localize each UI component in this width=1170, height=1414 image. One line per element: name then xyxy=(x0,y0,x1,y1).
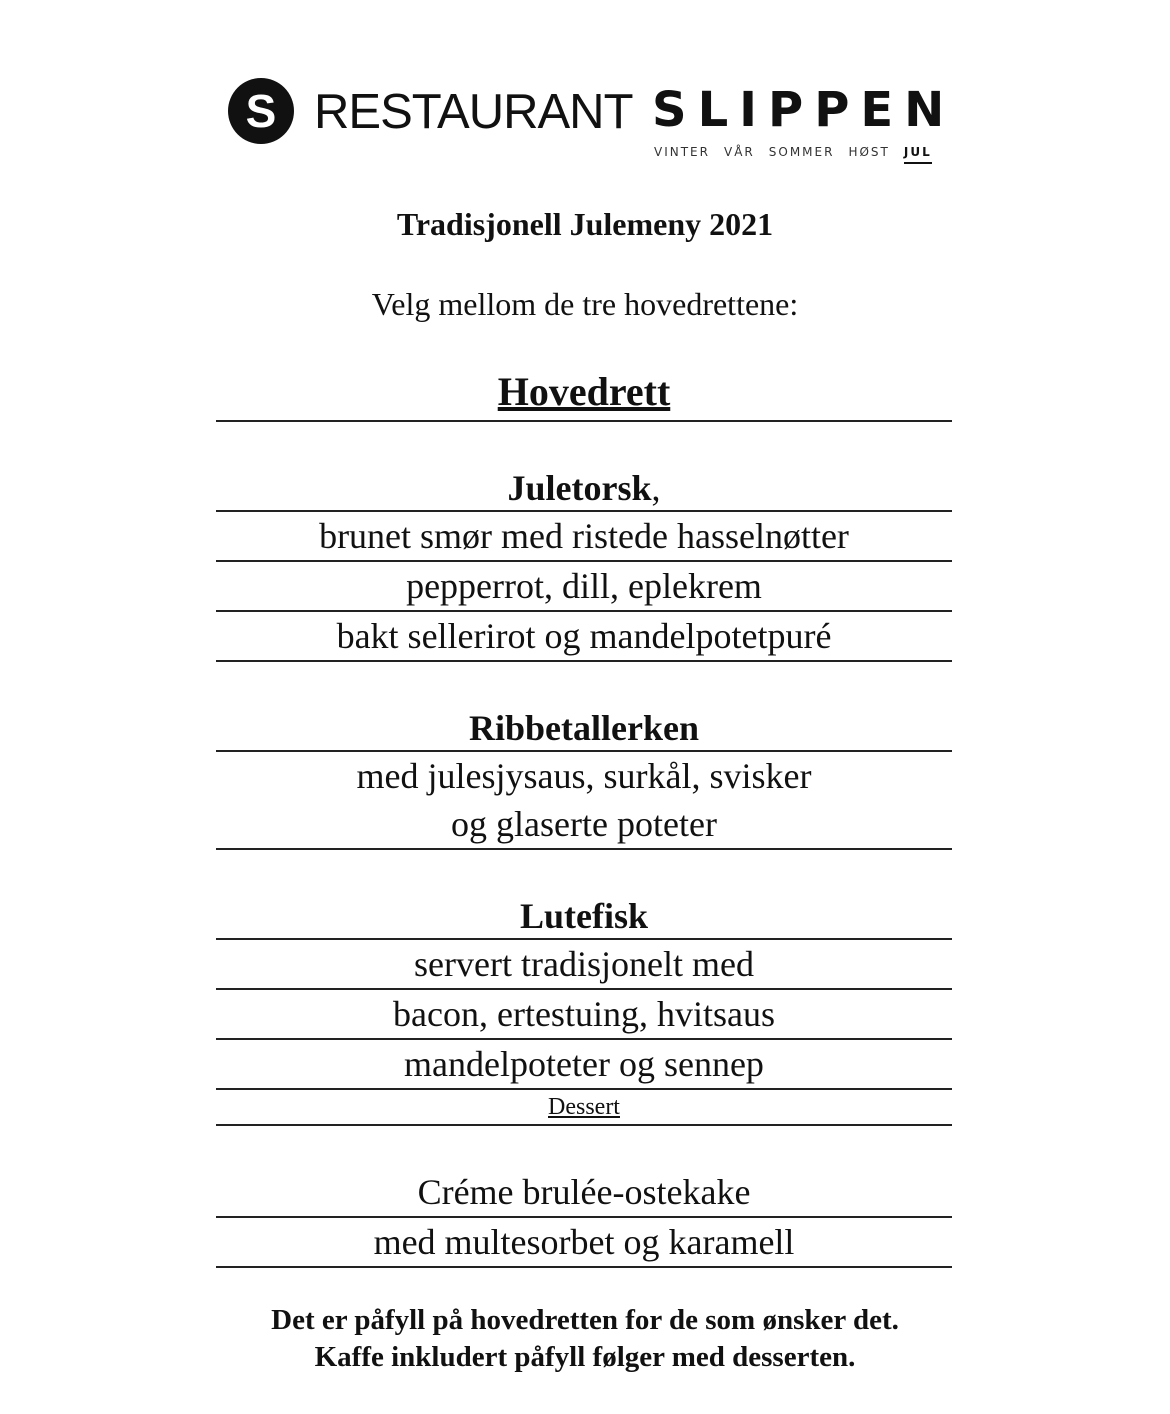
logo-word-slippen: SLIPPEN xyxy=(652,82,956,138)
footer-line: Det er påfyll på hovedretten for de som ønsker det. xyxy=(271,1304,899,1336)
dish-title-suffix: , xyxy=(651,468,661,508)
menu-footer xyxy=(0,1302,1170,1376)
season-nav xyxy=(654,145,932,164)
dish-line: servert tradisjonelt med xyxy=(216,940,952,990)
menu-subtitle: Velg mellom de tre hovedrettene: xyxy=(371,286,799,322)
dish-line: og glaserte poteter xyxy=(451,804,717,844)
dish-line: bacon, ertestuing, hvitsaus xyxy=(216,990,952,1040)
dish-name xyxy=(216,422,952,512)
main-course-heading: Hovedrett xyxy=(216,364,952,422)
dish-line: med julesjysaus, surkål, svisker xyxy=(356,756,812,796)
dish-line: bakt sellerirot og mandelpotetpuré xyxy=(216,612,952,662)
season-var: VÅR xyxy=(723,145,755,159)
season-vinter: VINTER xyxy=(654,145,710,159)
restaurant-logo xyxy=(228,78,956,168)
dish-line: brunet smør med ristede hasselnøtter xyxy=(216,512,952,562)
dish-name: Lutefisk xyxy=(216,850,952,940)
dessert-line: Créme brulée-ostekake xyxy=(216,1126,952,1218)
footer-line: Kaffe inkludert påfyll følger med desserten. xyxy=(314,1341,856,1373)
dish-line: mandelpoteter og sennep xyxy=(216,1040,952,1090)
menu-table xyxy=(216,364,952,1268)
logo-mark: S xyxy=(228,78,294,144)
season-host: HØST xyxy=(848,145,890,159)
dish-lines xyxy=(216,752,952,850)
season-sommer: SOMMER xyxy=(768,145,835,159)
dessert-line: med multesorbet og karamell xyxy=(216,1218,952,1268)
dish-title: Juletorsk xyxy=(507,468,652,508)
menu-title: Tradisjonell Julemeny 2021 xyxy=(396,206,774,242)
dish-line: pepperrot, dill, eplekrem xyxy=(216,562,952,612)
season-jul: JUL xyxy=(904,145,932,164)
logo-word-restaurant: RESTAURANT xyxy=(314,85,633,139)
dish-name: Ribbetallerken xyxy=(216,662,952,752)
dessert-heading: Dessert xyxy=(216,1090,952,1126)
